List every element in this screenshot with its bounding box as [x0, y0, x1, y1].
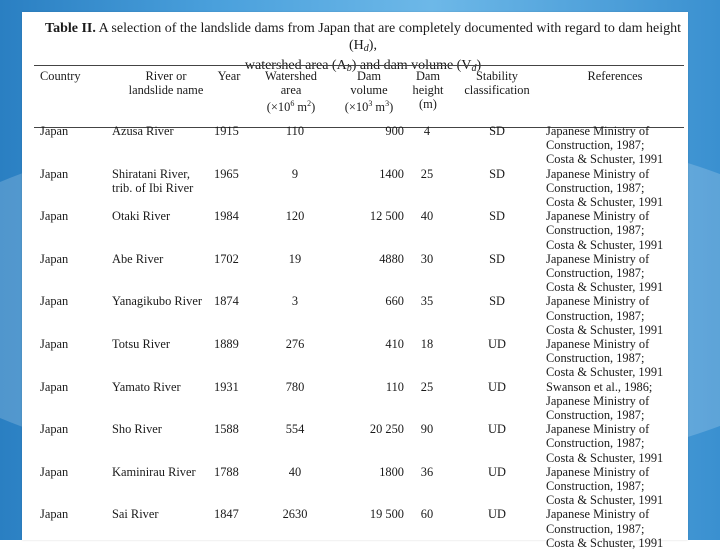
- cell-references: [546, 252, 684, 295]
- cell-references-line: Construction, 1987;: [546, 351, 645, 366]
- cell-year: 1984: [214, 209, 239, 224]
- cell-references-line: Construction, 1987;: [546, 479, 645, 493]
- table-row: [22, 252, 688, 294]
- cell-year: 1965: [214, 166, 239, 181]
- header-stability-line-2: classification: [464, 83, 530, 98]
- cell-country: Japan: [40, 124, 69, 138]
- cell-references-line: Japanese Ministry of: [546, 166, 650, 181]
- cell-river-line: Kaminirau River: [112, 464, 196, 479]
- cell-references: [546, 507, 684, 550]
- cell-stability: SD: [489, 294, 505, 309]
- caption-text-2: watershed area (A: [244, 58, 347, 73]
- caption-text-1-end: ),: [368, 38, 377, 53]
- cell-volume: 900: [385, 124, 404, 138]
- cell-watershed: 554: [285, 422, 305, 437]
- cell-height: 4: [423, 124, 431, 138]
- header-watershed: [254, 69, 328, 115]
- cell-references: [546, 124, 684, 167]
- cell-watershed: 780: [285, 379, 305, 394]
- header-river-line-1: River or: [145, 69, 187, 83]
- cell-river-line: Shiratani River,: [112, 166, 190, 181]
- cell-watershed: 3: [291, 294, 299, 309]
- cell-watershed: 40: [288, 464, 302, 479]
- cell-river-line: Sho River: [112, 422, 162, 437]
- cell-river-line: Sai River: [112, 507, 159, 522]
- cell-height: 60: [420, 507, 434, 522]
- header-year: Year: [217, 69, 241, 83]
- cell-river-line: Otaki River: [112, 209, 171, 224]
- cell-country: Japan: [40, 294, 69, 309]
- header-height-line-3: (m): [419, 97, 437, 112]
- table-row: [22, 294, 688, 336]
- cell-height: 40: [420, 209, 434, 224]
- table-row: [22, 422, 688, 464]
- header-stability: [456, 69, 538, 97]
- header-stability-line-1: Stability: [476, 69, 518, 83]
- cell-year: 1874: [214, 294, 239, 309]
- cell-year: 1788: [214, 464, 239, 479]
- cell-references-line: Japanese Ministry of: [546, 337, 650, 351]
- cell-volume: 410: [385, 337, 404, 351]
- cell-watershed: 110: [285, 124, 305, 138]
- cell-watershed: 9: [291, 166, 299, 181]
- cell-year: 1702: [214, 251, 239, 266]
- cell-river-line: Azusa River: [112, 124, 174, 138]
- caption-label: Table II.: [45, 21, 96, 36]
- cell-river-line: trib. of Ibi River: [112, 180, 194, 195]
- cell-stability: UD: [488, 337, 506, 351]
- cell-stability: SD: [489, 124, 505, 138]
- cell-height: 35: [420, 294, 434, 309]
- cell-height: 18: [420, 337, 434, 351]
- cell-river-line: Abe River: [112, 251, 164, 266]
- table-row: [22, 465, 688, 507]
- cell-year: 1847: [214, 507, 239, 522]
- cell-references-line: Costa & Schuster, 1991: [546, 365, 664, 380]
- cell-volume: 4880: [379, 251, 404, 266]
- table-row: [22, 209, 688, 251]
- cell-year: 1588: [214, 422, 239, 437]
- caption-sub-1: d: [363, 43, 369, 54]
- cell-watershed: 2630: [282, 507, 308, 522]
- cell-stability: SD: [489, 251, 505, 266]
- cell-references-line: Japanese Ministry of: [546, 507, 650, 522]
- cell-stability: UD: [488, 379, 506, 394]
- header-volume-line-3: ($\times 10^3$ $m^3$): [344, 99, 394, 115]
- cell-country: Japan: [40, 251, 69, 266]
- header-height-line-2: height: [412, 83, 444, 98]
- table-row: [22, 380, 688, 422]
- cell-references-line: Construction, 1987;: [546, 436, 645, 451]
- cell-references: [546, 380, 684, 423]
- header-river-line-2: landslide name: [128, 83, 204, 98]
- cell-year: 1915: [214, 124, 239, 138]
- cell-country: Japan: [40, 337, 69, 351]
- cell-height: 25: [420, 166, 434, 181]
- cell-stability: UD: [488, 464, 506, 479]
- header-volume-line-2: volume: [350, 83, 388, 98]
- cell-stability: UD: [488, 422, 506, 437]
- cell-country: Japan: [40, 507, 69, 522]
- cell-stability: SD: [489, 166, 505, 181]
- cell-references-line: Costa & Schuster, 1991: [546, 152, 664, 167]
- header-volume-line-1: Dam: [356, 69, 382, 83]
- caption-text-2-end: ): [476, 58, 482, 73]
- cell-volume: 20 250: [369, 422, 404, 437]
- header-country: Country: [40, 69, 81, 83]
- cell-country: Japan: [40, 422, 69, 437]
- cell-country: Japan: [40, 166, 69, 181]
- cell-volume: 110: [385, 379, 404, 394]
- caption-sub-2: b: [346, 63, 352, 74]
- caption-text-1: A selection of the landslide dams from Japan that are completely documented with regard to dam height (H: [98, 21, 681, 53]
- cell-year: 1889: [214, 337, 239, 351]
- cell-references-line: Construction, 1987;: [546, 138, 645, 153]
- cell-stability: UD: [488, 507, 506, 522]
- cell-volume: 12 500: [369, 209, 404, 224]
- cell-references-line: Japanese Ministry of: [546, 464, 650, 479]
- cell-volume: 1400: [379, 166, 404, 181]
- header-volume: [334, 69, 404, 115]
- cell-references: [546, 209, 684, 252]
- cell-stability: SD: [489, 209, 505, 224]
- cell-volume: 1800: [379, 464, 404, 479]
- cell-country: Japan: [40, 209, 69, 224]
- cell-references-line: Japanese Ministry of: [546, 422, 650, 437]
- cell-references-line: Japanese Ministry of: [546, 209, 650, 224]
- cell-height: 36: [420, 464, 434, 479]
- cell-references-line: Construction, 1987;: [546, 223, 645, 238]
- cell-references-line: Construction, 1987;: [546, 266, 645, 280]
- caption-text-2-mid: ) and dam volume (V: [351, 58, 472, 73]
- cell-references: [546, 294, 684, 337]
- cell-volume: 660: [385, 294, 404, 309]
- table-page: [22, 12, 688, 550]
- cell-volume: 19 500: [369, 507, 404, 522]
- table-row: [22, 507, 688, 549]
- header-watershed-line-3: ($\times 10^6$ $m^2$): [266, 99, 316, 115]
- cell-river-line: Yamato River: [112, 379, 181, 394]
- cell-references-line: Construction, 1987;: [546, 180, 645, 195]
- header-watershed-line-1: Watershed: [265, 69, 317, 83]
- cell-references-line: Japanese Ministry of: [546, 251, 650, 266]
- cell-height: 25: [420, 379, 434, 394]
- cell-height: 30: [420, 251, 434, 266]
- cell-references: [546, 167, 684, 210]
- cell-references-line: Costa & Schuster, 1991: [546, 237, 664, 252]
- table-row: [22, 124, 688, 166]
- cell-watershed: 120: [285, 209, 305, 224]
- cell-watershed: 19: [288, 251, 302, 266]
- caption-sub-3: d: [471, 63, 477, 74]
- header-river: [106, 69, 226, 97]
- cell-references-line: Costa & Schuster, 1991: [546, 280, 664, 295]
- cell-references-line: Costa & Schuster, 1991: [546, 450, 664, 465]
- cell-references-line: Japanese Ministry of: [546, 294, 650, 309]
- cell-references-line: Costa & Schuster, 1991: [546, 195, 664, 209]
- cell-river-line: Yanagikubo River: [112, 294, 202, 309]
- cell-references-line: Costa & Schuster, 1991: [546, 493, 664, 508]
- table-row: [22, 167, 688, 209]
- cell-references-line: Swanson et al., 1986;: [546, 379, 653, 394]
- cell-watershed: 276: [285, 337, 305, 351]
- cell-height: 90: [420, 422, 434, 437]
- header-references: References: [587, 69, 643, 83]
- cell-references: [546, 422, 684, 465]
- table-top-rule: [34, 65, 684, 66]
- cell-references-line: Japanese Ministry of: [546, 124, 650, 138]
- cell-references: [546, 337, 684, 380]
- cell-references-line: Construction, 1987;: [546, 408, 645, 422]
- header-watershed-line-2: area: [280, 83, 302, 98]
- header-height: [406, 69, 450, 112]
- caption-line-1: [38, 20, 688, 57]
- header-height-line-1: Dam: [415, 69, 441, 83]
- cell-references: [546, 465, 684, 508]
- cell-references-line: Construction, 1987;: [546, 308, 645, 323]
- cell-references-line: Costa & Schuster, 1991: [546, 535, 664, 550]
- cell-river-line: Totsu River: [112, 337, 170, 351]
- cell-references-line: Japanese Ministry of: [546, 393, 650, 408]
- cell-references-line: Costa & Schuster, 1991: [546, 322, 664, 337]
- table-row: [22, 337, 688, 379]
- cell-country: Japan: [40, 379, 69, 394]
- cell-country: Japan: [40, 464, 69, 479]
- cell-references-line: Construction, 1987;: [546, 521, 645, 536]
- cell-year: 1931: [214, 379, 239, 394]
